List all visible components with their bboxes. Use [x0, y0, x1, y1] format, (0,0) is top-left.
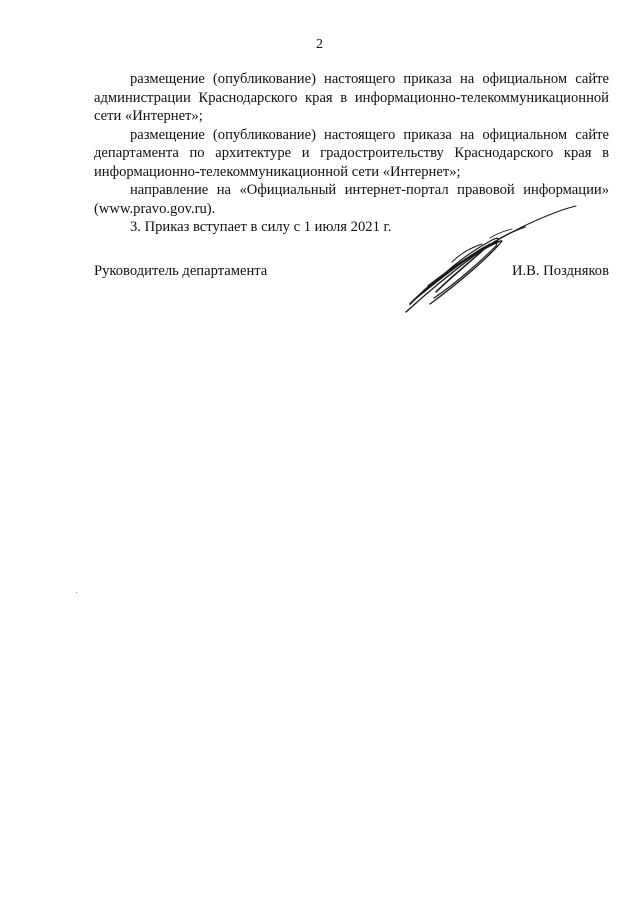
paragraph-publication-department-site: размещение (опубликование) настоящего приказа на официальном сайте департамента по архитектуре и градостроительству Краснодарского края в информационно-телекоммуникационной сети «Интернет»;	[94, 126, 609, 180]
signatory-title: Руководитель департамента	[94, 263, 268, 279]
handwritten-signature	[400, 200, 580, 318]
paragraph-legal-portal: направление на «Официальный интернет-портал правовой информации» (www.pravo.gov.ru).	[94, 182, 609, 217]
page-number: 2	[316, 37, 323, 52]
scan-speck	[76, 592, 77, 593]
signatory-name: И.В. Поздняков	[511, 263, 609, 279]
paragraph-effective-date: 3. Приказ вступает в силу с 1 июля 2021 г.	[130, 219, 392, 235]
paragraph-publication-admin-site: размещение (опубликование) настоящего приказа на официальном сайте администрации Краснодарского края в информационно-телекоммуникационной сети «Интернет»;	[94, 71, 609, 124]
